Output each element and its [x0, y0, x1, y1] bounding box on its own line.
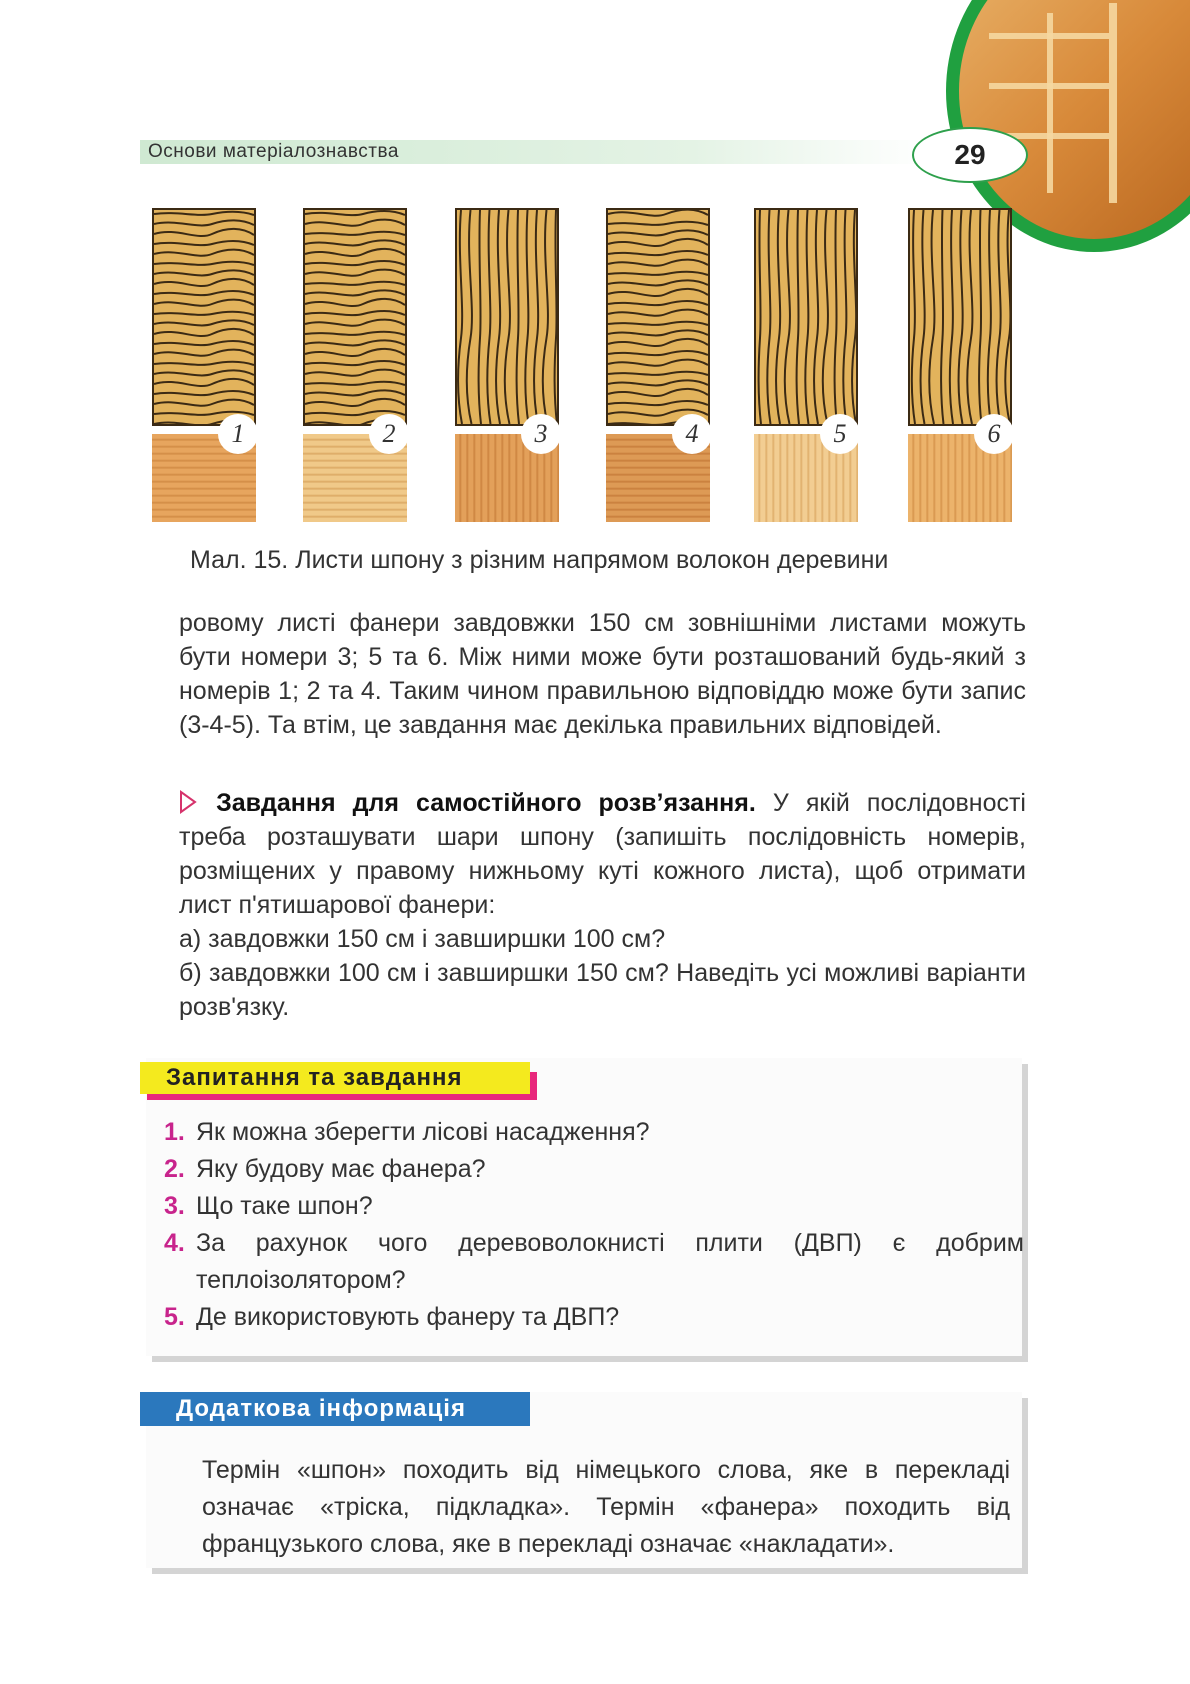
body-paragraph: ровому листі фанери завдовжки 150 см зовнішніми листами можуть бути номери 3; 5 та 6. Між ними може бути розташований будь-який з номерів 1; 2 та 4. Таким чином правильною відповіддю може бути запис (3-4-5). Та втім, це завдання має декілька правильних відповідей. [179, 609, 1026, 739]
veneer-number: 3 [521, 414, 561, 454]
list-item: 1. Як можна зберегти лісові насадження? [164, 1118, 650, 1146]
veneer-grain-drawing [455, 208, 559, 426]
veneer-panel-3 [455, 208, 559, 522]
veneer-grain-drawing [606, 208, 710, 426]
list-item: 5. Де використовують фанеру та ДВП? [164, 1303, 620, 1331]
task-text: У якій послідовності треба розташувати шари шпону (запишіть послідовність номерів, розміщених у правому нижньому куті кожного листа), щоб отримати лист п'ятишарової фанери: [179, 789, 1026, 919]
task-option-b: б) завдовжки 100 см і завширшки 150 см? Наведіть усі можливі варіанти розв'язку. [179, 959, 1026, 1021]
veneer-number: 4 [672, 414, 712, 454]
veneer-panel-2 [303, 208, 407, 522]
veneer-grain-drawing [152, 208, 256, 426]
veneer-panel-5 [754, 208, 858, 522]
questions-list [164, 1114, 1024, 1336]
veneer-panel-1 [152, 208, 256, 522]
info-title: Додаткова інформація [140, 1392, 530, 1426]
task-arrow-icon [179, 786, 199, 820]
task-heading: Завдання для самостійного розв’язання. [216, 789, 756, 817]
veneer-grain-drawing [908, 208, 1012, 426]
task-block [179, 786, 1026, 1024]
veneer-grain-drawing [303, 208, 407, 426]
veneer-grain-drawing [754, 208, 858, 426]
veneer-number: 2 [369, 414, 409, 454]
task-option-a: а) завдовжки 150 см і завширшки 100 см? [179, 925, 666, 953]
veneer-panel-4 [606, 208, 710, 522]
list-item: 3. Що таке шпон? [164, 1192, 373, 1220]
veneer-number: 5 [820, 414, 860, 454]
figure-caption: Мал. 15. Листи шпону з різним напрямом волокон деревини [190, 546, 889, 574]
veneer-number: 6 [974, 414, 1014, 454]
info-text: Термін «шпон» походить від німецького слова, яке в перекладі означає «тріска, підкладка». Термін «фанера» походить від французького слова, яке в перекладі означає «накладати». [202, 1456, 1010, 1558]
questions-title: Запитання та завдання [140, 1062, 530, 1094]
veneer-panel-6 [908, 208, 1012, 522]
section-title: Основи матеріалознавства [148, 141, 399, 162]
list-item: 2. Яку будову має фанера? [164, 1155, 486, 1183]
list-item: 4. За рахунок чого деревоволокнисті плити (ДВП) є добрим теплоізолятором? [164, 1229, 1024, 1294]
veneer-number: 1 [218, 414, 258, 454]
page-number: 29 [912, 127, 1028, 183]
